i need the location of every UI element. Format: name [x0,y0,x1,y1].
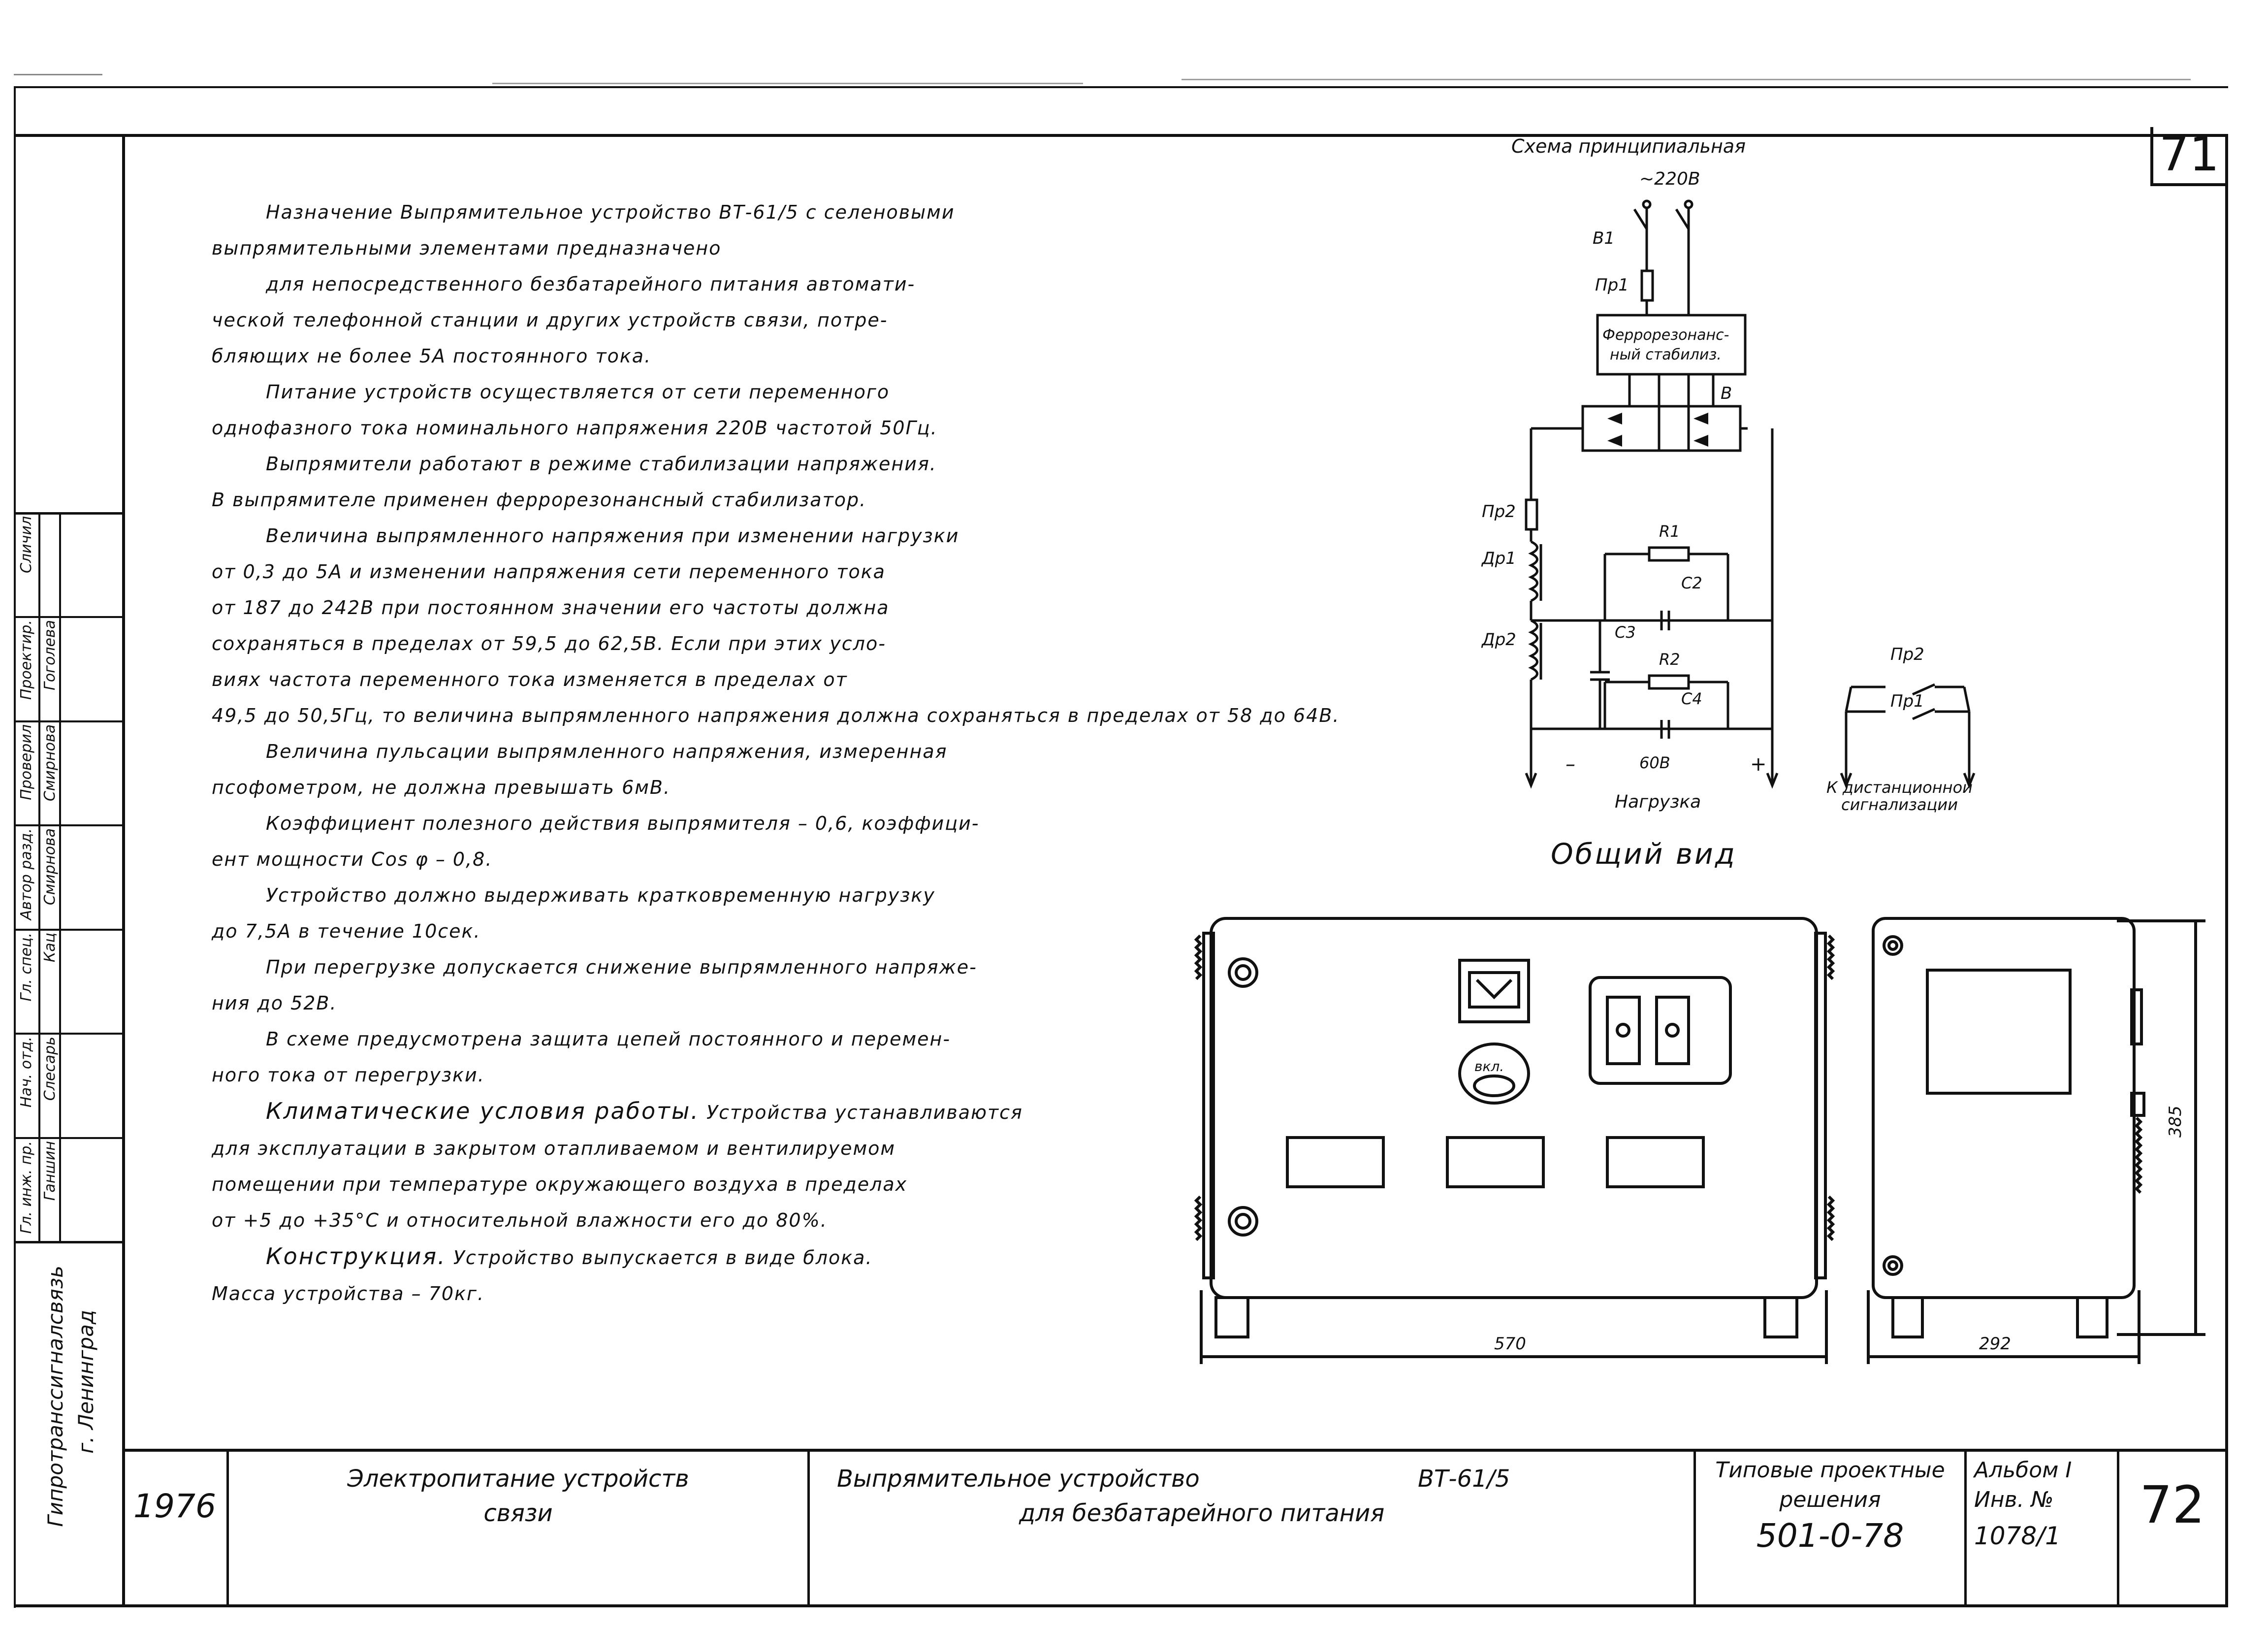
text-line [212,806,1137,842]
description-text [212,195,1340,1312]
stamp-name: Кац [41,932,59,962]
text-line-content: для эксплуатации в закрытом отапливаемом и вентилируемом [212,1138,896,1159]
stamp-role: Автор разд. [18,828,35,920]
page-number-top: 71 [2159,127,2220,182]
stamp-role: Сличил [18,516,35,574]
text-line [212,1057,1137,1093]
text-line-content: ния до 52В. [212,992,337,1014]
dim-height: 385 [2166,1106,2185,1138]
text-line [212,410,1137,446]
text-line-content: виях частота переменного тока изменяется в пределах от [212,669,848,690]
general-view-title: Общий вид [1551,837,1737,871]
stamp-role: Нач. отд. [18,1037,35,1108]
text-line [212,446,1137,482]
series-code: 501-0-78 [1756,1517,1904,1555]
text-line [212,913,1137,949]
text-line-content: 49,5 до 50,5Гц, то величина выпрямленного напряжения должна сохраняться в пределах от 58 до 64В. [212,705,1340,726]
r1-label: R1 [1659,522,1680,541]
section-line-2: связи [483,1499,553,1527]
schematic-title: Схема принципиальная [1511,135,1746,157]
text-line-content: выпрямительными элементами предназначено [212,237,722,259]
section-heading: Конструкция. [266,1243,447,1270]
text-line [212,734,1137,770]
text-line-content: от 0,3 до 5А и изменении напряжения сети переменного тока [212,561,886,583]
text-line [212,662,1137,698]
text-line-content: для непосредственного безбатарейного питания автомати- [266,273,916,295]
dim-depth: 292 [1979,1334,2011,1354]
text-line [212,842,1137,878]
stamp-role: Проектир. [18,620,35,700]
text-line [212,590,1137,626]
text-line [212,1021,1137,1057]
c2-label: С2 [1681,574,1702,592]
text-line-content: В схеме предусмотрена защита цепей постоянного и перемен- [266,1028,951,1050]
title-line-1: Выпрямительное устройство [837,1465,1200,1493]
year: 1976 [133,1487,216,1525]
text-line-content: Питание устройств осуществляется от сети переменного [266,381,890,403]
stabilizer-label-1: Феррорезонанс- [1602,326,1729,344]
stamp-role: Проверил [18,724,35,800]
stamp-role: Гл. спец. [18,932,35,1002]
section-heading: Климатические условия работы. [266,1098,700,1124]
text-line [212,949,1137,985]
text-line [212,985,1137,1021]
text-line [212,1131,1137,1167]
alarm-fuse1-label: Пр1 [1890,691,1924,711]
general-view-drawing [1191,906,2215,1379]
text-line [212,266,1137,302]
text-line-content: Устройство выпускается в виде блока. [446,1247,873,1269]
stamp-name: Ганшин [41,1140,59,1201]
text-line [212,374,1137,410]
minus-label: – [1565,753,1575,776]
text-line [212,1276,1137,1312]
text-line [212,230,1137,266]
title-code: ВТ-61/5 [1418,1465,1510,1493]
text-line [212,482,1137,518]
text-line [212,338,1137,374]
fuse2-label: Пр2 [1482,502,1516,521]
text-line-content: однофазного тока номинального напряжения 220В частотой 50Гц. [212,417,938,439]
text-line-content: помещении при температуре окружающего воздуха в пределах [212,1173,908,1195]
text-line [212,698,1340,734]
text-line-content: Устройство должно выдерживать кратковременную нагрузку [266,884,935,906]
text-line-content: При перегрузке допускается снижение выпрямленного напряже- [266,956,977,978]
choke2-label: Др2 [1482,630,1516,650]
stamp-name: Смирнова [41,828,59,906]
text-line [212,878,1137,913]
text-line-content: от 187 до 242В при постоянном значении его частоты должна [212,597,890,619]
title-line-2: для безбатарейного питания [1019,1499,1385,1527]
text-line-content: Величина выпрямленного напряжения при изменении нагрузки [266,525,959,547]
album: Альбом I [1974,1458,2072,1483]
text-line-content: сохраняться в пределах от 59,5 до 62,5В. Если при этих усло- [212,633,886,654]
text-line-content: Величина пульсации выпрямленного напряжения, измеренная [266,741,948,762]
stabilizer-label-2: ный стабилиз. [1610,346,1722,363]
c3-label: С3 [1615,623,1636,642]
text-line-content: Выпрямители работают в режиме стабилизации напряжения. [266,453,937,475]
inventory-label: Инв. № [1974,1487,2054,1512]
voltage-label: 60В [1639,753,1670,772]
fuse1-label: Пр1 [1595,275,1629,295]
series-line-2: решения [1779,1487,1881,1512]
text-line-content: от +5 до +35°С и относительной влажности его до 80%. [212,1209,828,1231]
load-label: Нагрузка [1615,792,1701,812]
text-line-content: ческой телефонной станции и других устройств связи, потре- [212,309,888,331]
stamp-name: Смирнова [41,724,59,801]
text-line-content: до 7,5А в течение 10сек. [212,920,481,942]
text-line-content: Устройства устанавливаются [699,1102,1023,1123]
alarm-fuse2-label: Пр2 [1890,645,1924,664]
page-number-bottom: 72 [2140,1475,2205,1535]
inventory-code: 1078/1 [1974,1522,2061,1550]
text-line-content: В выпрямителе применен феррорезонансный стабилизатор. [212,489,867,511]
circuit-schematic [1452,123,2092,842]
text-line [212,626,1137,662]
choke1-label: Др1 [1482,549,1516,568]
dim-width: 570 [1494,1334,1526,1354]
text-line [212,1093,1137,1131]
c4-label: С4 [1681,689,1702,708]
section-line-1: Электропитание устройств [347,1465,689,1493]
text-line [212,1238,1137,1276]
page-number-top-box [2150,127,2225,186]
text-line-content: Коэффициент полезного действия выпрямителя – 0,6, коэффици- [266,813,980,834]
plus-label: + [1750,753,1767,776]
stamp-name: Гоголева [41,620,59,691]
text-line-content: ного тока от перегрузки. [212,1064,485,1086]
text-line-content: Назначение Выпрямительное устройство ВТ-61/5 с селеновыми [266,201,955,223]
stamp-name: Слесарь [41,1037,59,1101]
text-line [212,1167,1137,1203]
text-line [212,554,1137,590]
supply-label: ~220В [1639,169,1700,189]
text-line-content: Масса устройства – 70кг. [212,1283,485,1304]
text-line-content: ент мощности Cos φ – 0,8. [212,848,493,870]
series-line-1: Типовые проектные [1715,1458,1945,1483]
org-city: г. Ленинград [74,1310,98,1454]
text-line-content: псофометром, не должна превышать 6мВ. [212,777,671,798]
r2-label: R2 [1659,650,1680,669]
text-line [212,518,1137,554]
text-line [212,195,1137,230]
stamp-role: Гл. инж. пр. [18,1140,35,1234]
alarm-caption-1: К дистанционной [1826,778,1973,797]
switch-label: вкл. [1474,1058,1504,1075]
org-name: Гипротранссигналсвязь [43,1266,67,1527]
text-line-content: бляющих не более 5А постоянного тока. [212,345,652,367]
switch-label: В1 [1593,228,1615,248]
text-line [212,302,1137,338]
text-line [212,1203,1137,1238]
text-line [212,770,1137,806]
bridge-label: В [1721,384,1732,403]
alarm-caption-2: сигнализации [1841,795,1958,814]
